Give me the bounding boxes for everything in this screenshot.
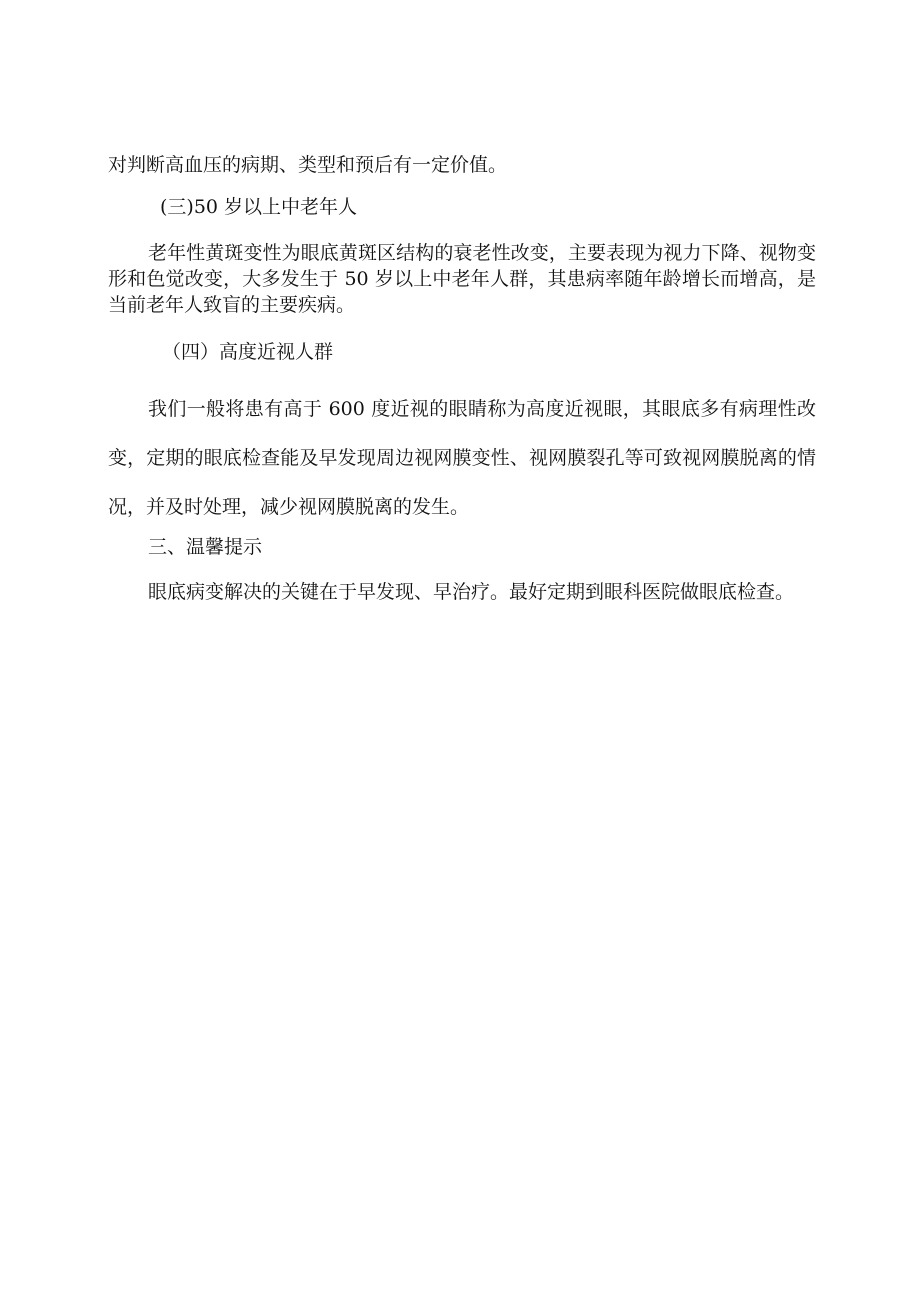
paragraph-high-myopia: 我们一般将患有高于 600 度近视的眼睛称为高度近视眼，其眼底多有病理性改变，定期的眼底检查能及早发现周边视网膜变性、视网膜裂孔等可致视网膜脱离的情况，并及时处理，减少视网膜脱离的发生。 — [108, 398, 816, 518]
paragraph-tip: 眼底病变解决的关键在于早发现、早治疗。最好定期到眼科医院做眼底检查。 — [148, 581, 795, 603]
text-line-hypertension: 对判断高血压的病期、类型和预后有一定价值。 — [108, 154, 508, 176]
subheading-elderly: (三)50 岁以上中老年人 — [160, 196, 358, 218]
subheading-high-myopia: （四）高度近视人群 — [162, 341, 334, 363]
section-heading-tips: 三、温馨提示 — [148, 536, 263, 558]
paragraph-macular-degeneration: 老年性黄斑变性为眼底黄斑区结构的衰老性改变，主要表现为视力下降、视物变形和色觉改变，大多发生于 50 岁以上中老年人群，其患病率随年龄增长而增高，是当前老年人致盲的主要疾病。 — [108, 242, 816, 316]
